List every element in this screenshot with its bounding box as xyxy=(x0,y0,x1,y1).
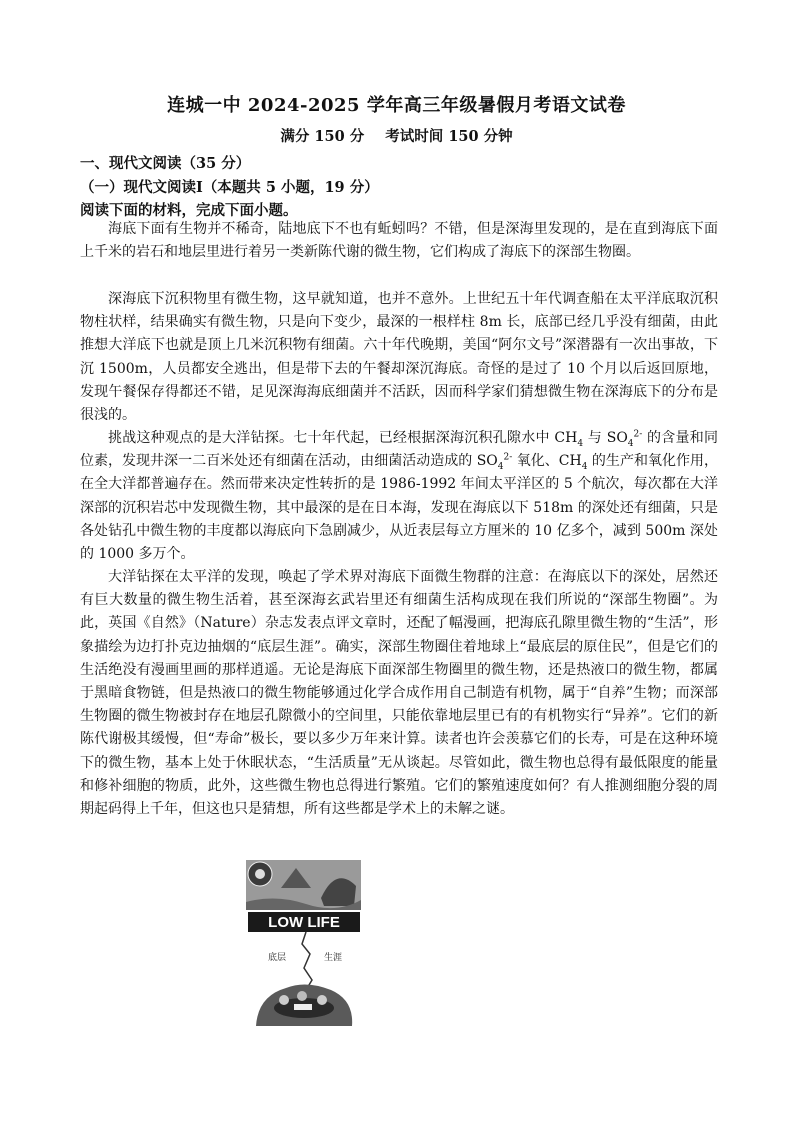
low-life-cartoon xyxy=(236,858,371,1028)
cards-icon xyxy=(294,1004,312,1010)
section-heading: 一、现代文阅读（35 分） xyxy=(80,155,251,172)
microbe-icon xyxy=(279,995,289,1005)
paragraph-1: 海底下面有生物并不稀奇，陆地底下不也有蚯蚓吗？不错，但是深海里发现的，是在直到海底下面上千米的岩石和地层里进行着另一类新陈代谢的微生物，它们构成了海底下的深部生物圈。 xyxy=(80,221,718,261)
microbe-icon xyxy=(297,991,307,1001)
paragraph-4: 大洋钻探在太平洋的发现，唤起了学术界对海底下面微生物群的注意：在海底以下的深处，居然还有巨大数量的微生物生活着，甚至深海玄武岩里还有细菌生活构成现在我们所说的“深部生物圈”。为此，英国《自然》（Nature）杂志发表点评文章时，还配了幅漫画，把海底孔隙里微生物的“生活”，形象描绘为边打扑克边抽烟的“底层生涯”。确实，深部生物圈住着地球上“最底层的原住民”，但是它们的生活绝没有漫画里画的那样逍遥。无论是海底下面深部生物圈里的微生物，还是热液口的微生物，都属于黑暗食物链，但是热液口的微生物能够通过化学合成作用自己制造有机物，属于“自养”生物；而深部生物圈的微生物被封存在地层孔隙微小的空间里，只能依靠地层里已有的有机物实行“异养”。它们的新陈代谢极其缓慢，但“寿命”极长，要以多少万年来计算。读者也许会羡慕它们的长寿，可是在这种环境下的微生物，基本上处于休眠状态，“生活质量”无从谈起。尽管如此，微生物也总得有最低限度的能量和修补细胞的物质，此外，这些微生物也总得进行繁殖。它们的繁殖速度如何？有人推测细胞分裂的周期起码得上千年，但这也只是猜想，所有这些都是学术上的未解之谜。 xyxy=(80,569,718,818)
exam-time: 考试时间 150 分钟 xyxy=(385,128,513,145)
label-right: 生涯 xyxy=(324,953,343,963)
crack-line xyxy=(302,932,312,990)
paragraph-3: 挑战这种观点的是大洋钻探。七十年代起，已经根据深海沉积孔隙水中 $CH_4$ 与 $SO_4^{2-}$ 的含量和同位素，发现井深一二百米处还有细菌在活动，由细菌活动造成的 $SO_4^{2-}$ 氧化、$CH_4$ 的生产和氧化作用，在全大洋都普遍存在。然而带来决定性转折的是 1986-1992 年间太平洋区的 5 个航次，每次都在大洋深部的沉积岩芯中发现微生物，其中最深的是在日本海，发现在海底以下 518m 的深处还有细菌，只是各处钻孔中微生物的丰度都以海底向下急剧减少，从近表层每立方厘米的 10 亿多个，减到 500m 深处的 1000 多万个。 xyxy=(80,429,719,563)
reading-instruction: 阅读下面的材料，完成下面小题。 xyxy=(80,202,298,219)
full-score: 满分 150 分 xyxy=(280,128,365,145)
microbe-icon xyxy=(317,995,327,1005)
banner-text: LOW LIFE xyxy=(268,914,340,931)
label-left: 底层 xyxy=(268,953,287,963)
paragraph-2: 深海底下沉积物里有微生物，这早就知道，也并不意外。上世纪五十年代调查船在太平洋底取沉积物柱状样，结果确实有微生物，只是向下变少，最深的一根样柱 8m 长，底部已经几乎没有细菌，由此推想大洋底下也就是顶上几米沉积物有细菌。六十年代晚期，美国“阿尔文号”深潜器有一次出事故，下沉 1500m，人员都安全逃出，但是带下去的午餐却深沉海底。奇怪的是过了 10 个月以后返回原地，发现午餐保存得都还不错，足见深海海底细菌并不活跃，因而科学家们猜想微生物在深海底下的分布是很浅的。 xyxy=(80,291,718,424)
subsection-heading: （一）现代文阅读Ⅰ（本题共 5 小题，19 分） xyxy=(80,179,379,196)
exam-title: 连城一中 2024-2025 学年高三年级暑假月考语文试卷 xyxy=(167,95,626,116)
exam-meta xyxy=(0,125,793,146)
